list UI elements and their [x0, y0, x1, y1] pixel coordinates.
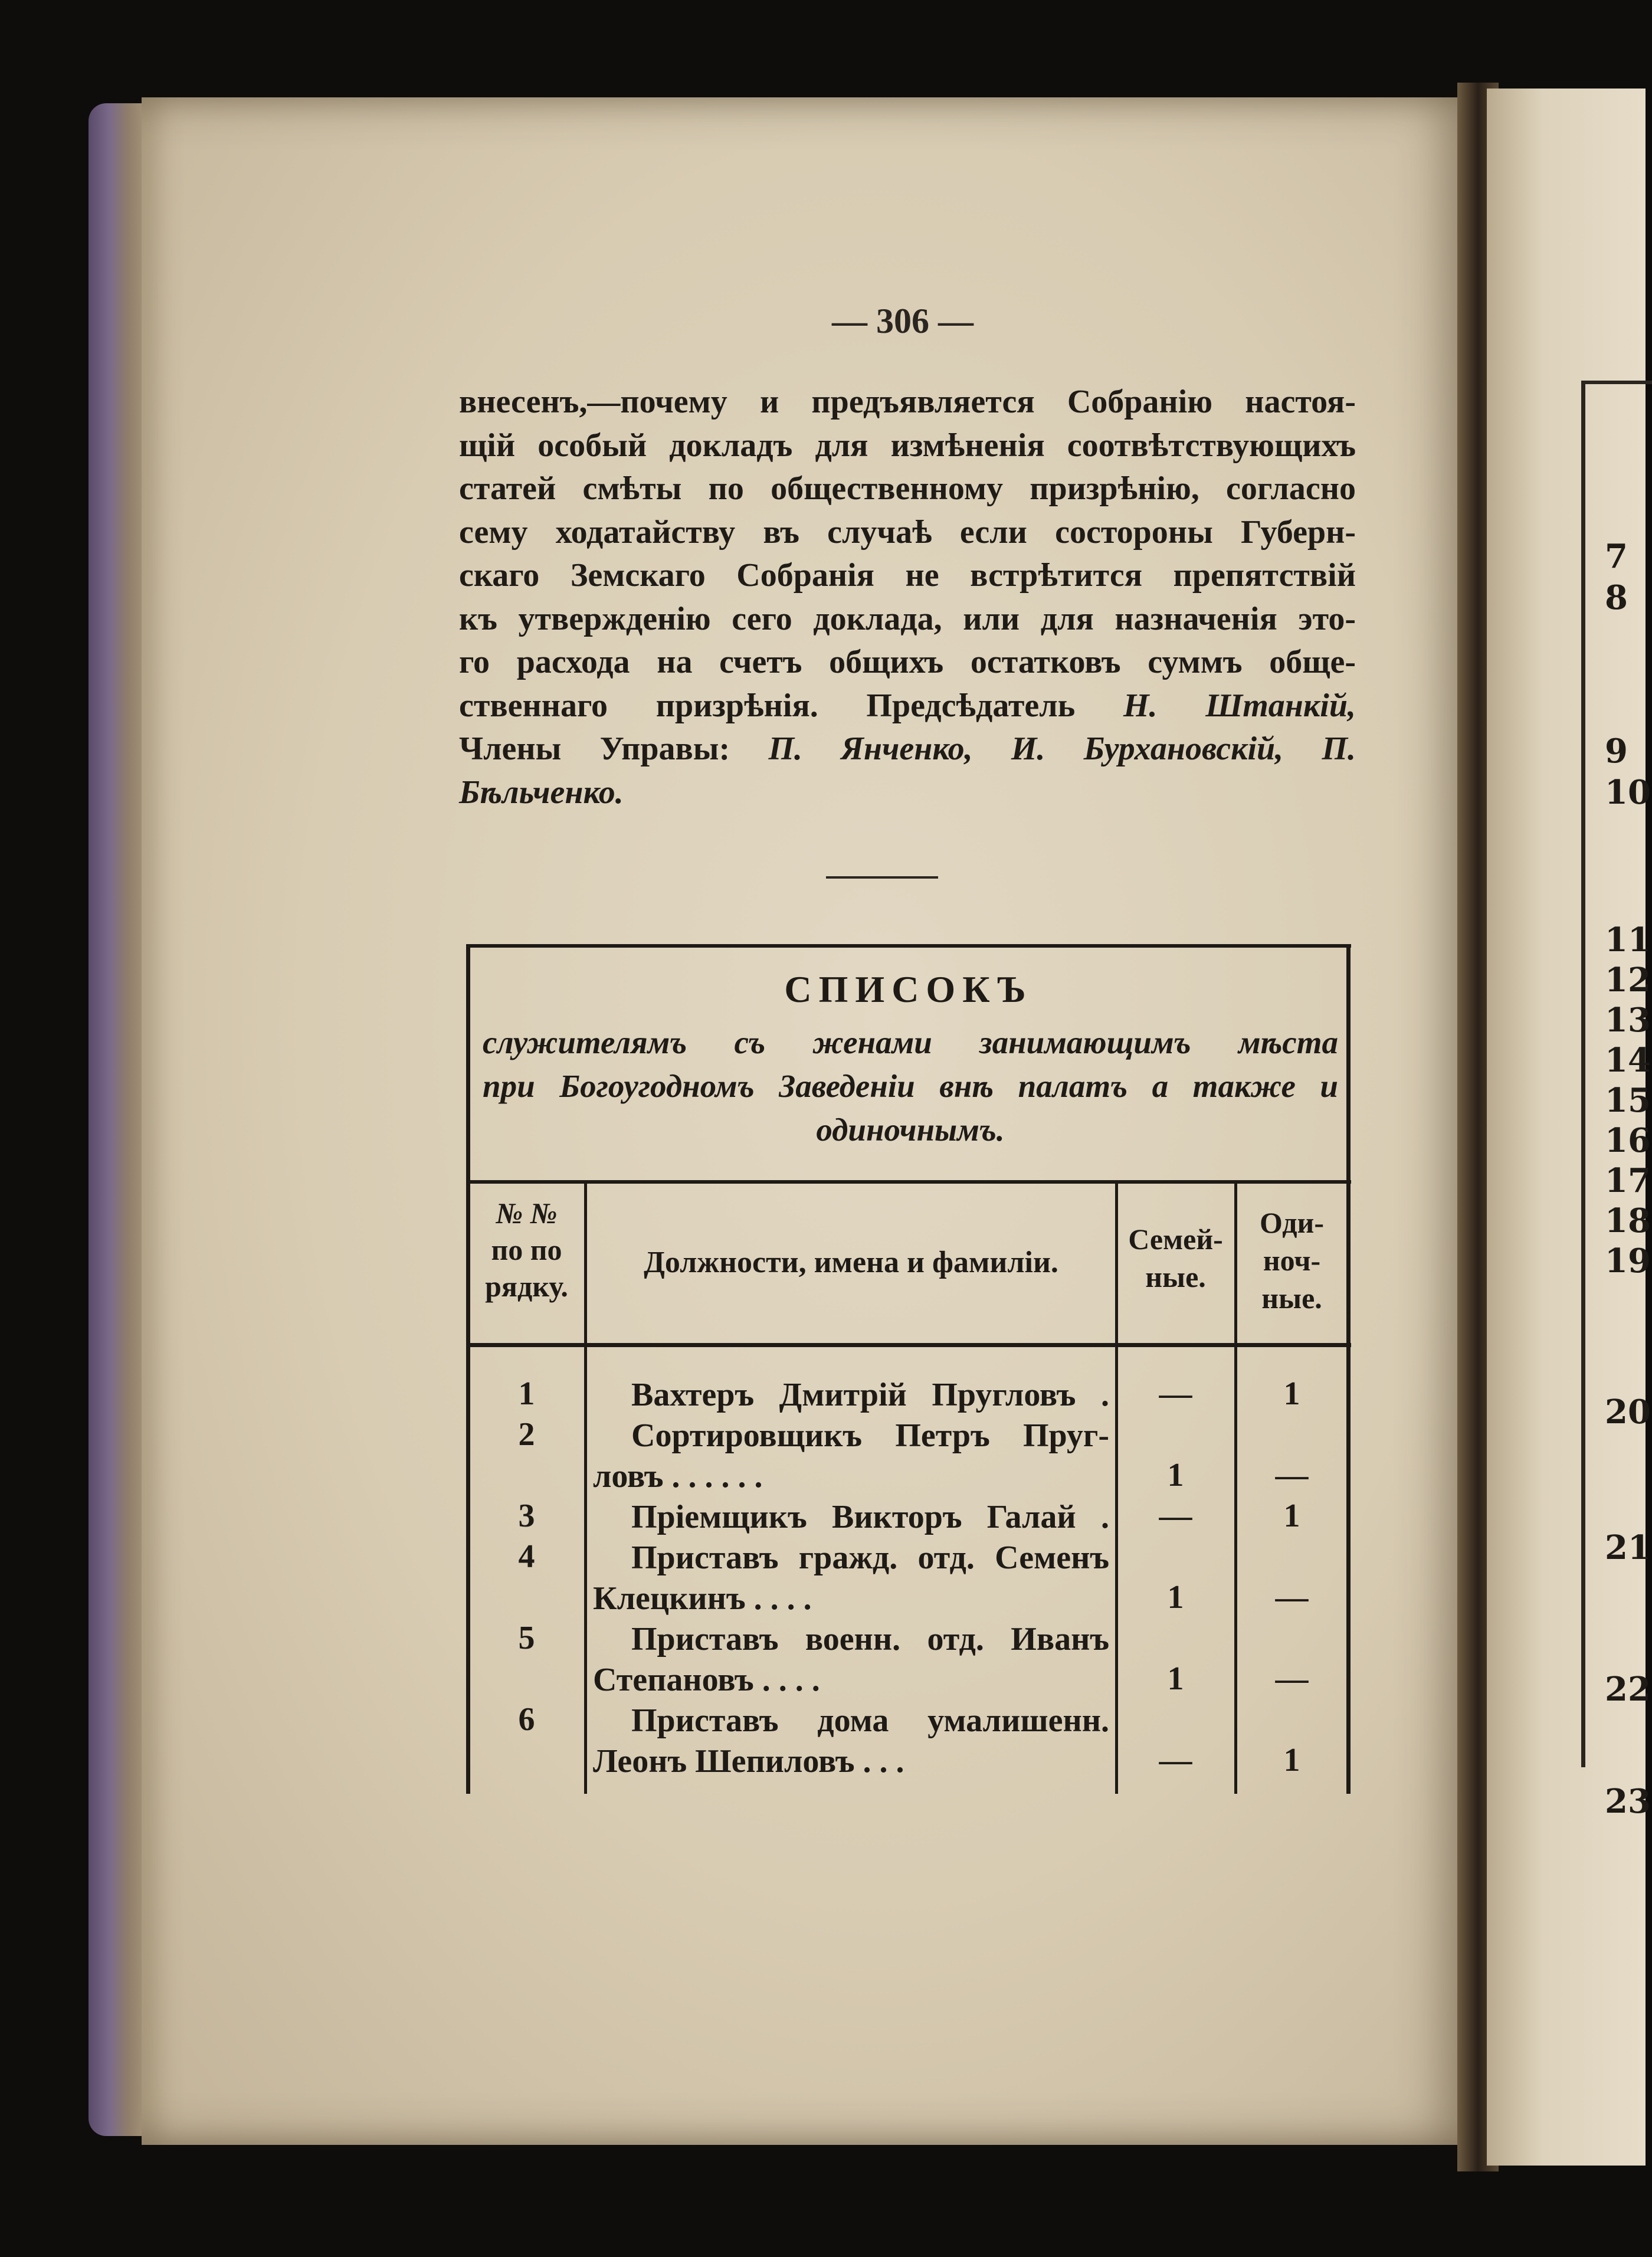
right-fragment: 18: [1605, 1201, 1651, 1240]
row-family: —: [1159, 1375, 1192, 1412]
row-name-line: Приставъ гражд. отд. Семенъ: [631, 1539, 1109, 1576]
header-number: [472, 1195, 581, 1305]
row-name-line: Вахтеръ Дмитрій Пругловъ .: [631, 1377, 1109, 1413]
row-single: —: [1275, 1457, 1309, 1493]
right-fragment: 10: [1605, 773, 1651, 812]
row-single: —: [1275, 1660, 1309, 1697]
table-right-border: [1346, 944, 1351, 1794]
right-fragment: 14: [1605, 1041, 1651, 1080]
paragraph-line: къ утвержденію сего доклада, или для назначенія это-: [459, 600, 1356, 637]
table-subtitle-line: одиночнымъ.: [816, 1112, 1005, 1148]
body-paragraph: [459, 381, 1356, 814]
header-single-line: ноч-: [1263, 1244, 1321, 1277]
right-fragment: 17: [1605, 1161, 1651, 1200]
chairman-name: Н. Штанкій,: [1123, 687, 1356, 724]
table-left-border: [466, 944, 470, 1794]
paragraph-line: внесенъ,—почему и предъявляется Собранію настоя-: [459, 384, 1356, 420]
members-last-name: Бѣльченко.: [459, 774, 624, 811]
row-name: [593, 1375, 1109, 1416]
row-family: 1: [1167, 1579, 1184, 1616]
row-single: —: [1275, 1579, 1309, 1616]
paragraph-line: статей смѣты по общественному призрѣнію, согласно: [459, 470, 1356, 507]
row-name-line: Приставъ военн. отд. Иванъ: [631, 1621, 1109, 1657]
header-family: [1118, 1220, 1233, 1296]
header-single-line: Оди-: [1260, 1206, 1324, 1239]
header-number-line: по по: [491, 1233, 562, 1266]
row-number: 2: [518, 1416, 535, 1453]
right-fragment: 16: [1605, 1121, 1651, 1160]
row-name: [593, 1497, 1109, 1538]
row-name-line: ловъ . . . . . .: [593, 1458, 763, 1495]
table-top-border: [466, 944, 1351, 948]
right-fragment: 23: [1605, 1782, 1651, 1821]
chairman-label: ственнаго призрѣнія. Предсѣдатель: [459, 687, 1123, 724]
row-name-line: Степановъ . . . .: [593, 1662, 820, 1698]
header-number-line: № №: [496, 1197, 558, 1230]
row-family: 1: [1167, 1660, 1184, 1697]
row-number: 4: [518, 1538, 535, 1575]
row-name: [593, 1416, 1109, 1497]
right-fragment: 12: [1605, 961, 1651, 1000]
table-subtitle: [483, 1021, 1338, 1152]
row-number: 6: [518, 1701, 535, 1738]
table-header-separator: [466, 1343, 1351, 1347]
row-number: 1: [518, 1375, 535, 1412]
row-name: [593, 1701, 1109, 1782]
row-single: 1: [1283, 1742, 1300, 1778]
paragraph-line-members: [459, 728, 1356, 771]
paragraph-line: щій особый докладъ для измѣненія соотвѣтствующихъ: [459, 427, 1356, 464]
right-page-table-top-rule: [1581, 381, 1652, 384]
row-number: 5: [518, 1620, 535, 1656]
members-label: Члены Управы:: [459, 731, 769, 767]
row-name-line: Клецкинъ . . . .: [593, 1580, 812, 1617]
row-name-line: Сортировщикъ Петръ Пруг-: [631, 1417, 1109, 1454]
paragraph-line: го расхода на счетъ общихъ остатковъ суммъ обще-: [459, 644, 1356, 680]
right-fragment: 13: [1605, 1001, 1651, 1040]
row-name: [593, 1538, 1109, 1619]
right-fragment: 21: [1605, 1528, 1651, 1567]
paragraph-line-chairman: [459, 684, 1356, 728]
header-single-line: ные.: [1261, 1282, 1322, 1315]
paragraph-line: скаго Земскаго Собранія не встрѣтится препятствій: [459, 557, 1356, 594]
table-subtitle-line: служителямъ съ женами занимающимъ мѣста: [483, 1024, 1338, 1060]
row-name: [593, 1619, 1109, 1701]
right-page: [1487, 89, 1651, 2166]
row-name-line: Приставъ дома умалишенн.: [631, 1702, 1109, 1739]
right-fragment: 8: [1605, 578, 1628, 617]
right-fragment: 20: [1605, 1393, 1651, 1431]
row-name-line: Леонъ Шепиловъ . . .: [593, 1743, 904, 1780]
right-fragment: 15: [1605, 1081, 1651, 1120]
right-page-table-border: [1581, 381, 1585, 1767]
right-fragment: 11: [1605, 921, 1651, 959]
table-title: СПИСОКЪ: [784, 968, 1033, 1010]
paragraph-line: сему ходатайству въ случаѣ если состороны Губерн-: [459, 513, 1356, 551]
right-fragment: 9: [1605, 732, 1628, 771]
row-single: 1: [1283, 1375, 1300, 1412]
right-fragment: 7: [1605, 537, 1628, 576]
right-fragment: 19: [1605, 1241, 1651, 1280]
header-position: Должности, имена и фамиліи.: [644, 1246, 1058, 1279]
members-names: П. Янченко, И. Бурхановскій, П.: [768, 731, 1356, 767]
row-family: 1: [1167, 1457, 1184, 1493]
section-divider: [826, 876, 938, 879]
row-name-line: Пріемщикъ Викторъ Галай .: [631, 1499, 1109, 1535]
header-family-line: Семей-: [1128, 1223, 1223, 1256]
right-fragment: 22: [1605, 1670, 1651, 1709]
row-family: —: [1159, 1742, 1192, 1778]
row-number: 3: [518, 1498, 535, 1534]
header-single: [1237, 1204, 1346, 1317]
header-number-line: рядку.: [485, 1270, 568, 1303]
table-caption-separator: [466, 1180, 1351, 1184]
table-subtitle-line: при Богоугодномъ Заведеніи внѣ палатъ а также и: [483, 1068, 1338, 1104]
row-family: —: [1159, 1498, 1192, 1534]
page-number: — 306 —: [832, 302, 974, 340]
header-family-line: ные.: [1145, 1260, 1206, 1293]
staff-list-table: [466, 944, 1351, 1794]
row-single: 1: [1283, 1498, 1300, 1534]
